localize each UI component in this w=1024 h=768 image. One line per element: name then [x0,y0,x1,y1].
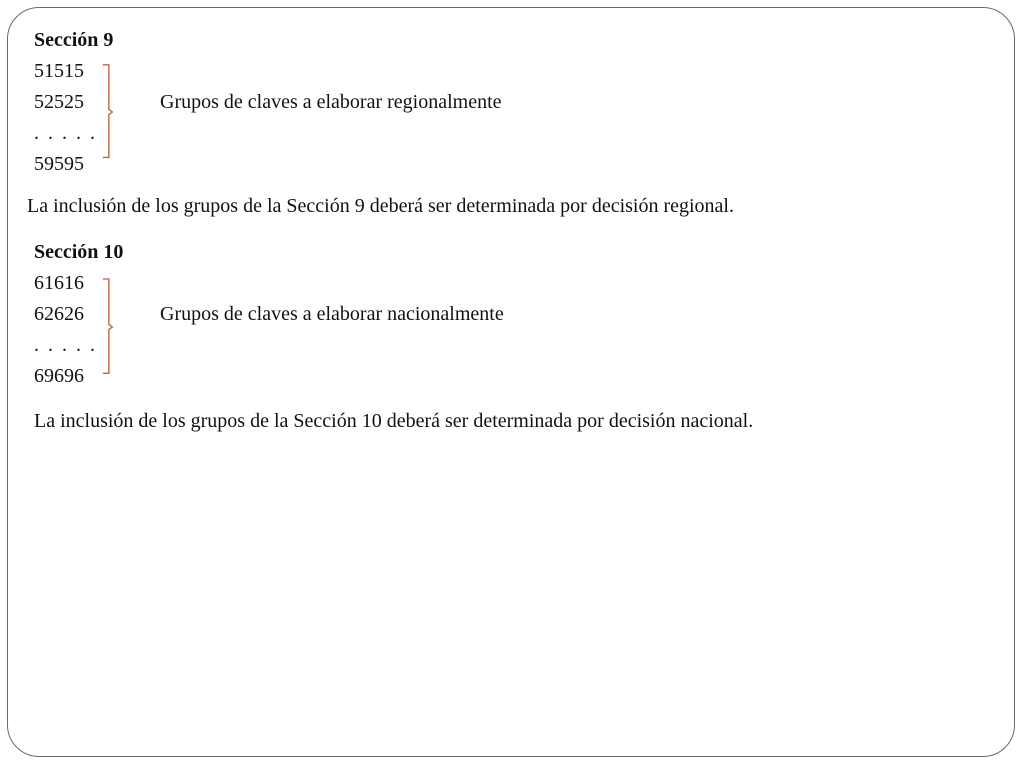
section-10-ellipsis: . . . . . [34,334,97,356]
section-9-code-1: 51515 [34,60,84,82]
section-10-note: La inclusión de los grupos de la Sección 10 deberá ser determinada por decisión nacional. [34,410,754,432]
section-10-code-2: 62626 [34,303,84,325]
section-10-group-label: Grupos de claves a elaborar nacionalmente [160,303,504,325]
section-9-code-2: 52525 [34,91,84,113]
section-9-group-label: Grupos de claves a elaborar regionalmente [160,91,502,113]
section-9-right-brace [102,56,114,168]
section-10-heading: Sección 10 [34,241,124,263]
section-9-ellipsis: . . . . . [34,122,97,144]
section-10-code-1: 61616 [34,272,84,294]
section-9-heading: Sección 9 [34,29,114,51]
section-9-note: La inclusión de los grupos de la Sección 9 deberá ser determinada por decisión regional. [27,195,734,217]
section-10-code-last: 69696 [34,365,84,387]
section-10-right-brace [102,270,114,384]
slide-frame [7,7,1015,757]
section-9-code-last: 59595 [34,153,84,175]
